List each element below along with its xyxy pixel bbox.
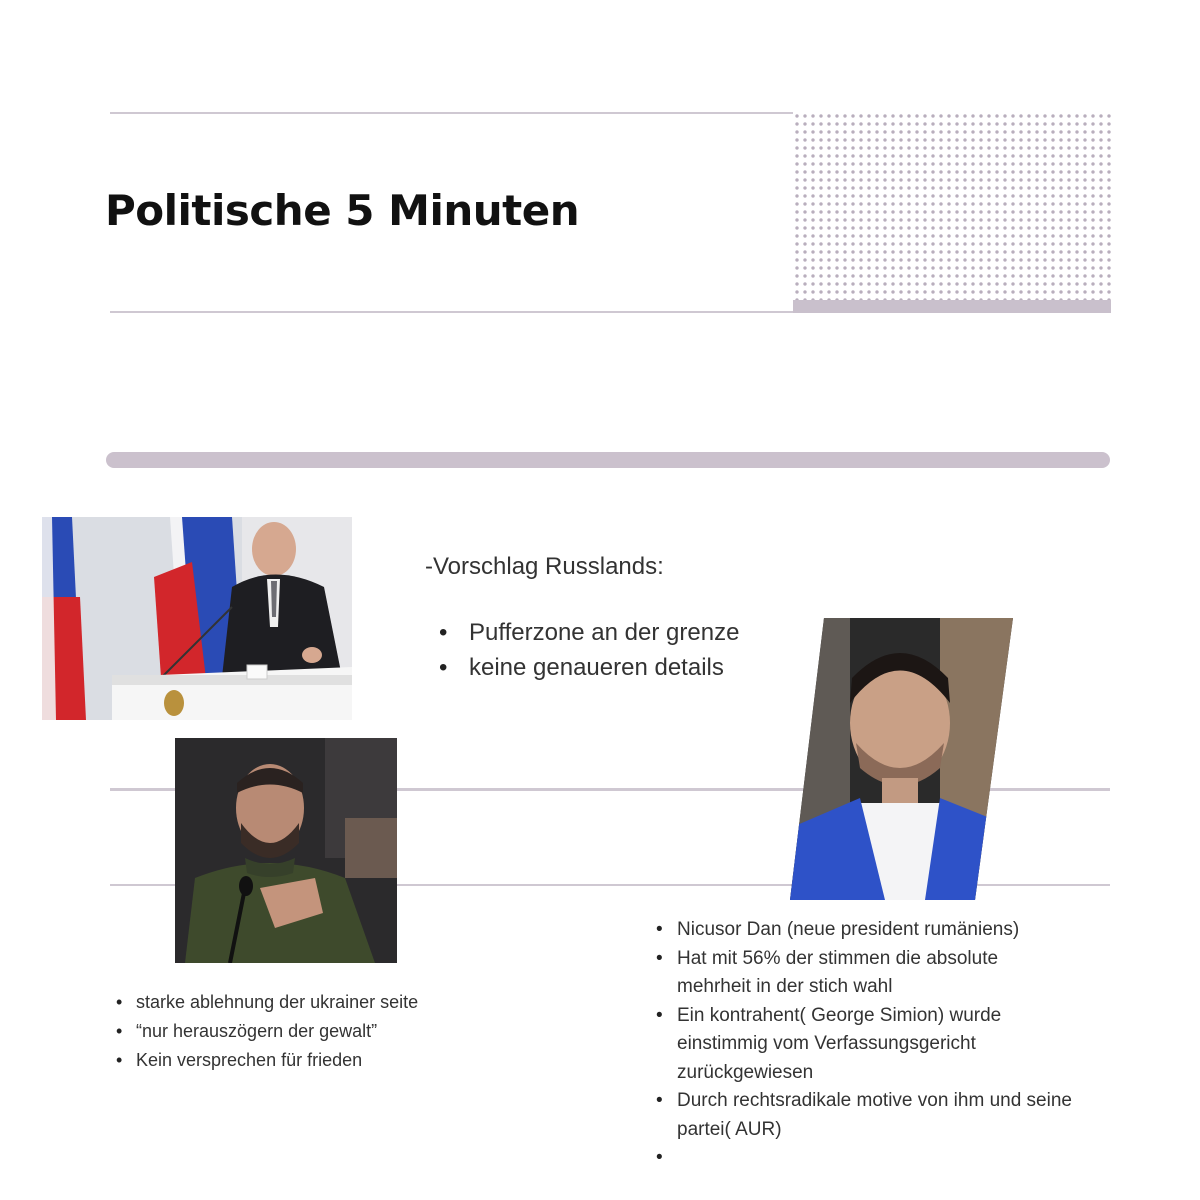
romania-election-list <box>652 916 1072 1172</box>
list-item: • Ein kontrahent( George Simion) wurde einstimmig vom Verfassungsgericht zurückgewiesen <box>652 1002 1072 1088</box>
page-title: Politische 5 Minuten <box>105 186 580 235</box>
header-dot-pattern <box>793 112 1111 302</box>
section-divider-bar <box>106 452 1110 468</box>
header-bottom-rule <box>110 311 793 313</box>
list-item: • Durch rechtsradikale motive von ihm und seine partei( AUR) <box>652 1087 1072 1144</box>
photo-zelensky <box>175 738 397 963</box>
photo-putin-podium <box>42 517 352 720</box>
list-item: • Kein versprechen für frieden <box>114 1046 534 1075</box>
podium-photo-illustration <box>42 517 352 720</box>
list-item: • starke ablehnung der ukrainer seite <box>114 988 534 1017</box>
russia-proposal-heading: -Vorschlag Russlands: <box>425 553 664 580</box>
russia-proposal-list <box>425 615 805 685</box>
simion-photo-illustration <box>790 618 1015 900</box>
zelensky-photo-illustration <box>175 738 397 963</box>
list-item-empty <box>652 1144 1072 1172</box>
list-item: • keine genaueren details <box>425 650 805 685</box>
list-item: • Hat mit 56% der stimmen die absolute mehrheit in der stich wahl <box>652 945 1072 1002</box>
list-item: • Nicusor Dan (neue president rumäniens) <box>652 916 1072 945</box>
ukraine-position-list <box>114 988 534 1075</box>
header-dot-band <box>793 300 1111 313</box>
header-top-rule <box>110 112 793 114</box>
list-item: • Pufferzone an der grenze <box>425 615 805 650</box>
photo-simion <box>790 618 1015 900</box>
list-item: • “nur herauszögern der gewalt” <box>114 1017 534 1046</box>
